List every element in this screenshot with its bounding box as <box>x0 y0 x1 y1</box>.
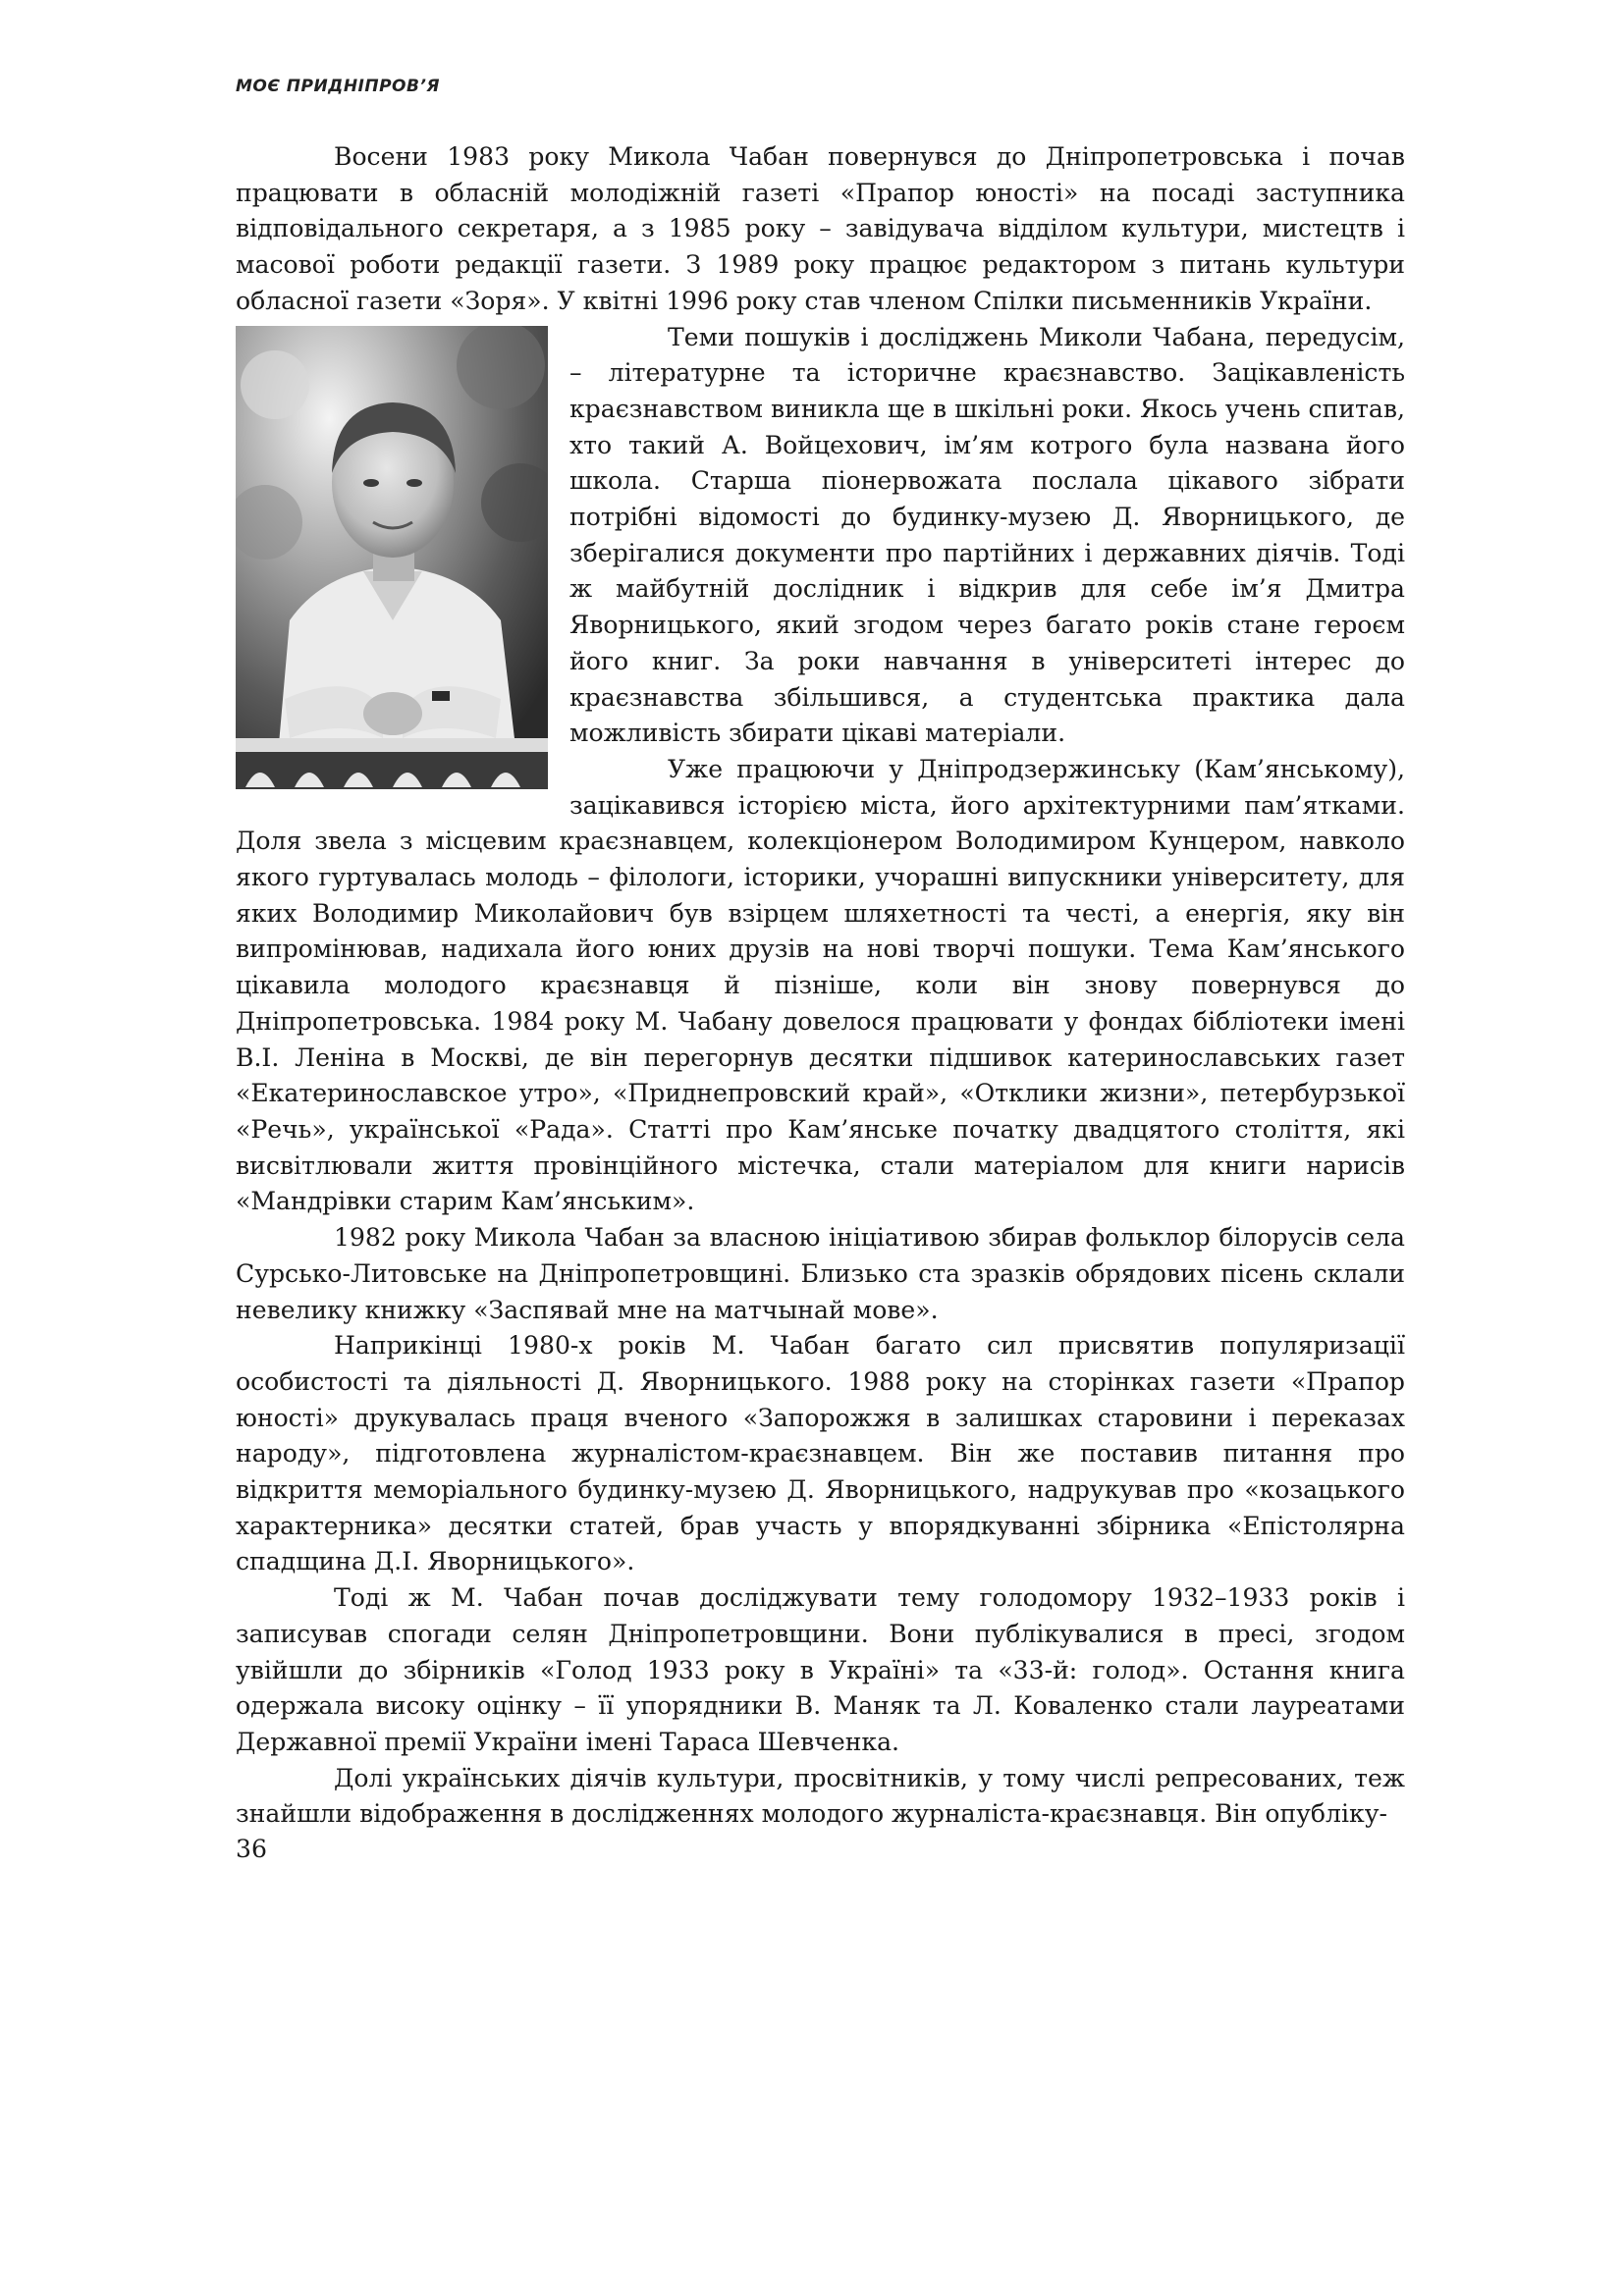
paragraph: Уже працюючи у Дніпродзержинську (Кам’янському), зацікавився історією міста, його архітектурними пам’ятками. Доля звела з місцевим краєзнавцем, колекціонером Володимиром Кунцером, навколо якого гуртувалась молодь – філологи, історики, учорашні випускники університету, для яких Володимир Миколайович був взірцем шляхетності та честі, а енергія, яку він випромінював, надихала його юних друзів на нові творчі пошуки. Тема Кам’янського цікавила молодого краєзнавця й пізніше, коли він знову повернувся до Дніпропетровська. 1984 року М. Чабану довелося працювати у фондах бібліотеки імені В.І. Леніна в Москві, де він перегорнув десятки підшивок катеринославських газет «Екатеринославское утро», «Приднепровский край», «Отклики жизни», петербурзької «Речь», української «Рада». Статті про Кам’янське початку двадцятого століття, які висвітлювали життя провінційного містечка, стали матеріалом для книги нарисів «Мандрівки старим Кам’янським». <box>236 754 1405 1216</box>
paragraph: Долі українських діячів культури, просвітників, у тому числі репресованих, теж знайшли відображення в дослідженнях молодого журналіста-краєзнавця. Він опубліку- <box>236 1763 1405 1829</box>
body-text <box>236 139 1405 1833</box>
paragraph: Восени 1983 року Микола Чабан повернувся до Дніпропетровська і почав працювати в обласній молодіжній газеті «Прапор юності» на посаді заступника відповідального секретаря, а з 1985 року – завідувача відділом культури, мистецтв і масової роботи редакції газети. З 1989 року працює редактором з питань культури обласної газети «Зоря». У квітні 1996 року став членом Спілки письменників України. <box>236 142 1405 315</box>
paragraph: Тоді ж М. Чабан почав досліджувати тему голодомору 1932–1933 років і записував спогади селян Дніпропетровщини. Вони публікувалися в пресі, згодом увійшли до збірників «Голод 1933 року в Україні» та «33-й: голод». Остання книга одержала високу оцінку – її упорядники В. Маняк та Л. Коваленко стали лауреатами Державної премії України імені Тараса Шевченка. <box>236 1583 1405 1756</box>
page-number: 36 <box>236 1835 267 1863</box>
running-head: МОЄ ПРИДНІПРОВ’Я <box>236 77 441 96</box>
paragraph: 1982 року Микола Чабан за власною ініціативою збирав фольклор білорусів села Сурсько-Литовське на Дніпропетровщині. Близько ста зразків обрядових пісень склали невелику книжку «Заспявай мне на матчынай мове». <box>236 1223 1405 1324</box>
paragraph: Теми пошуків і досліджень Миколи Чабана, передусім, – літературне та історичне краєзнавство. Зацікавленість краєзнавством виникла ще в шкільні роки. Якось учень спитав, хто такий А. Войцехович, ім’ям котрого була названа його школа. Старша піонервожата послала цікавого зібрати потрібні відомості до будинку-музею Д. Яворницького, де зберігалися документи про партійних і державних діячів. Тоді ж майбутній дослідник і відкрив для себе ім’я Дмитра Яворницького, який згодом через багато років стане героєм його книг. За роки навчання в університеті інтерес до краєзнавства збільшився, а студентська практика дала можливість збирати цікаві матеріали. <box>569 322 1405 748</box>
portrait-photo <box>236 326 548 789</box>
paragraph: Наприкінці 1980-х років М. Чабан багато сил присвятив популяризації особистості та діяльності Д. Яворницького. 1988 року на сторінках газети «Прапор юності» друкувалась праця вченого «Запорожжя в залишках старовини і переказах народу», підготовлена журналістом-краєзнавцем. Він же поставив питання про відкриття меморіального будинку-музею Д. Яворницького, надрукував про «козацького характерника» десятки статей, брав участь у впорядкуванні збірника «Епістолярна спадщина Д.І. Яворницького». <box>236 1331 1405 1576</box>
